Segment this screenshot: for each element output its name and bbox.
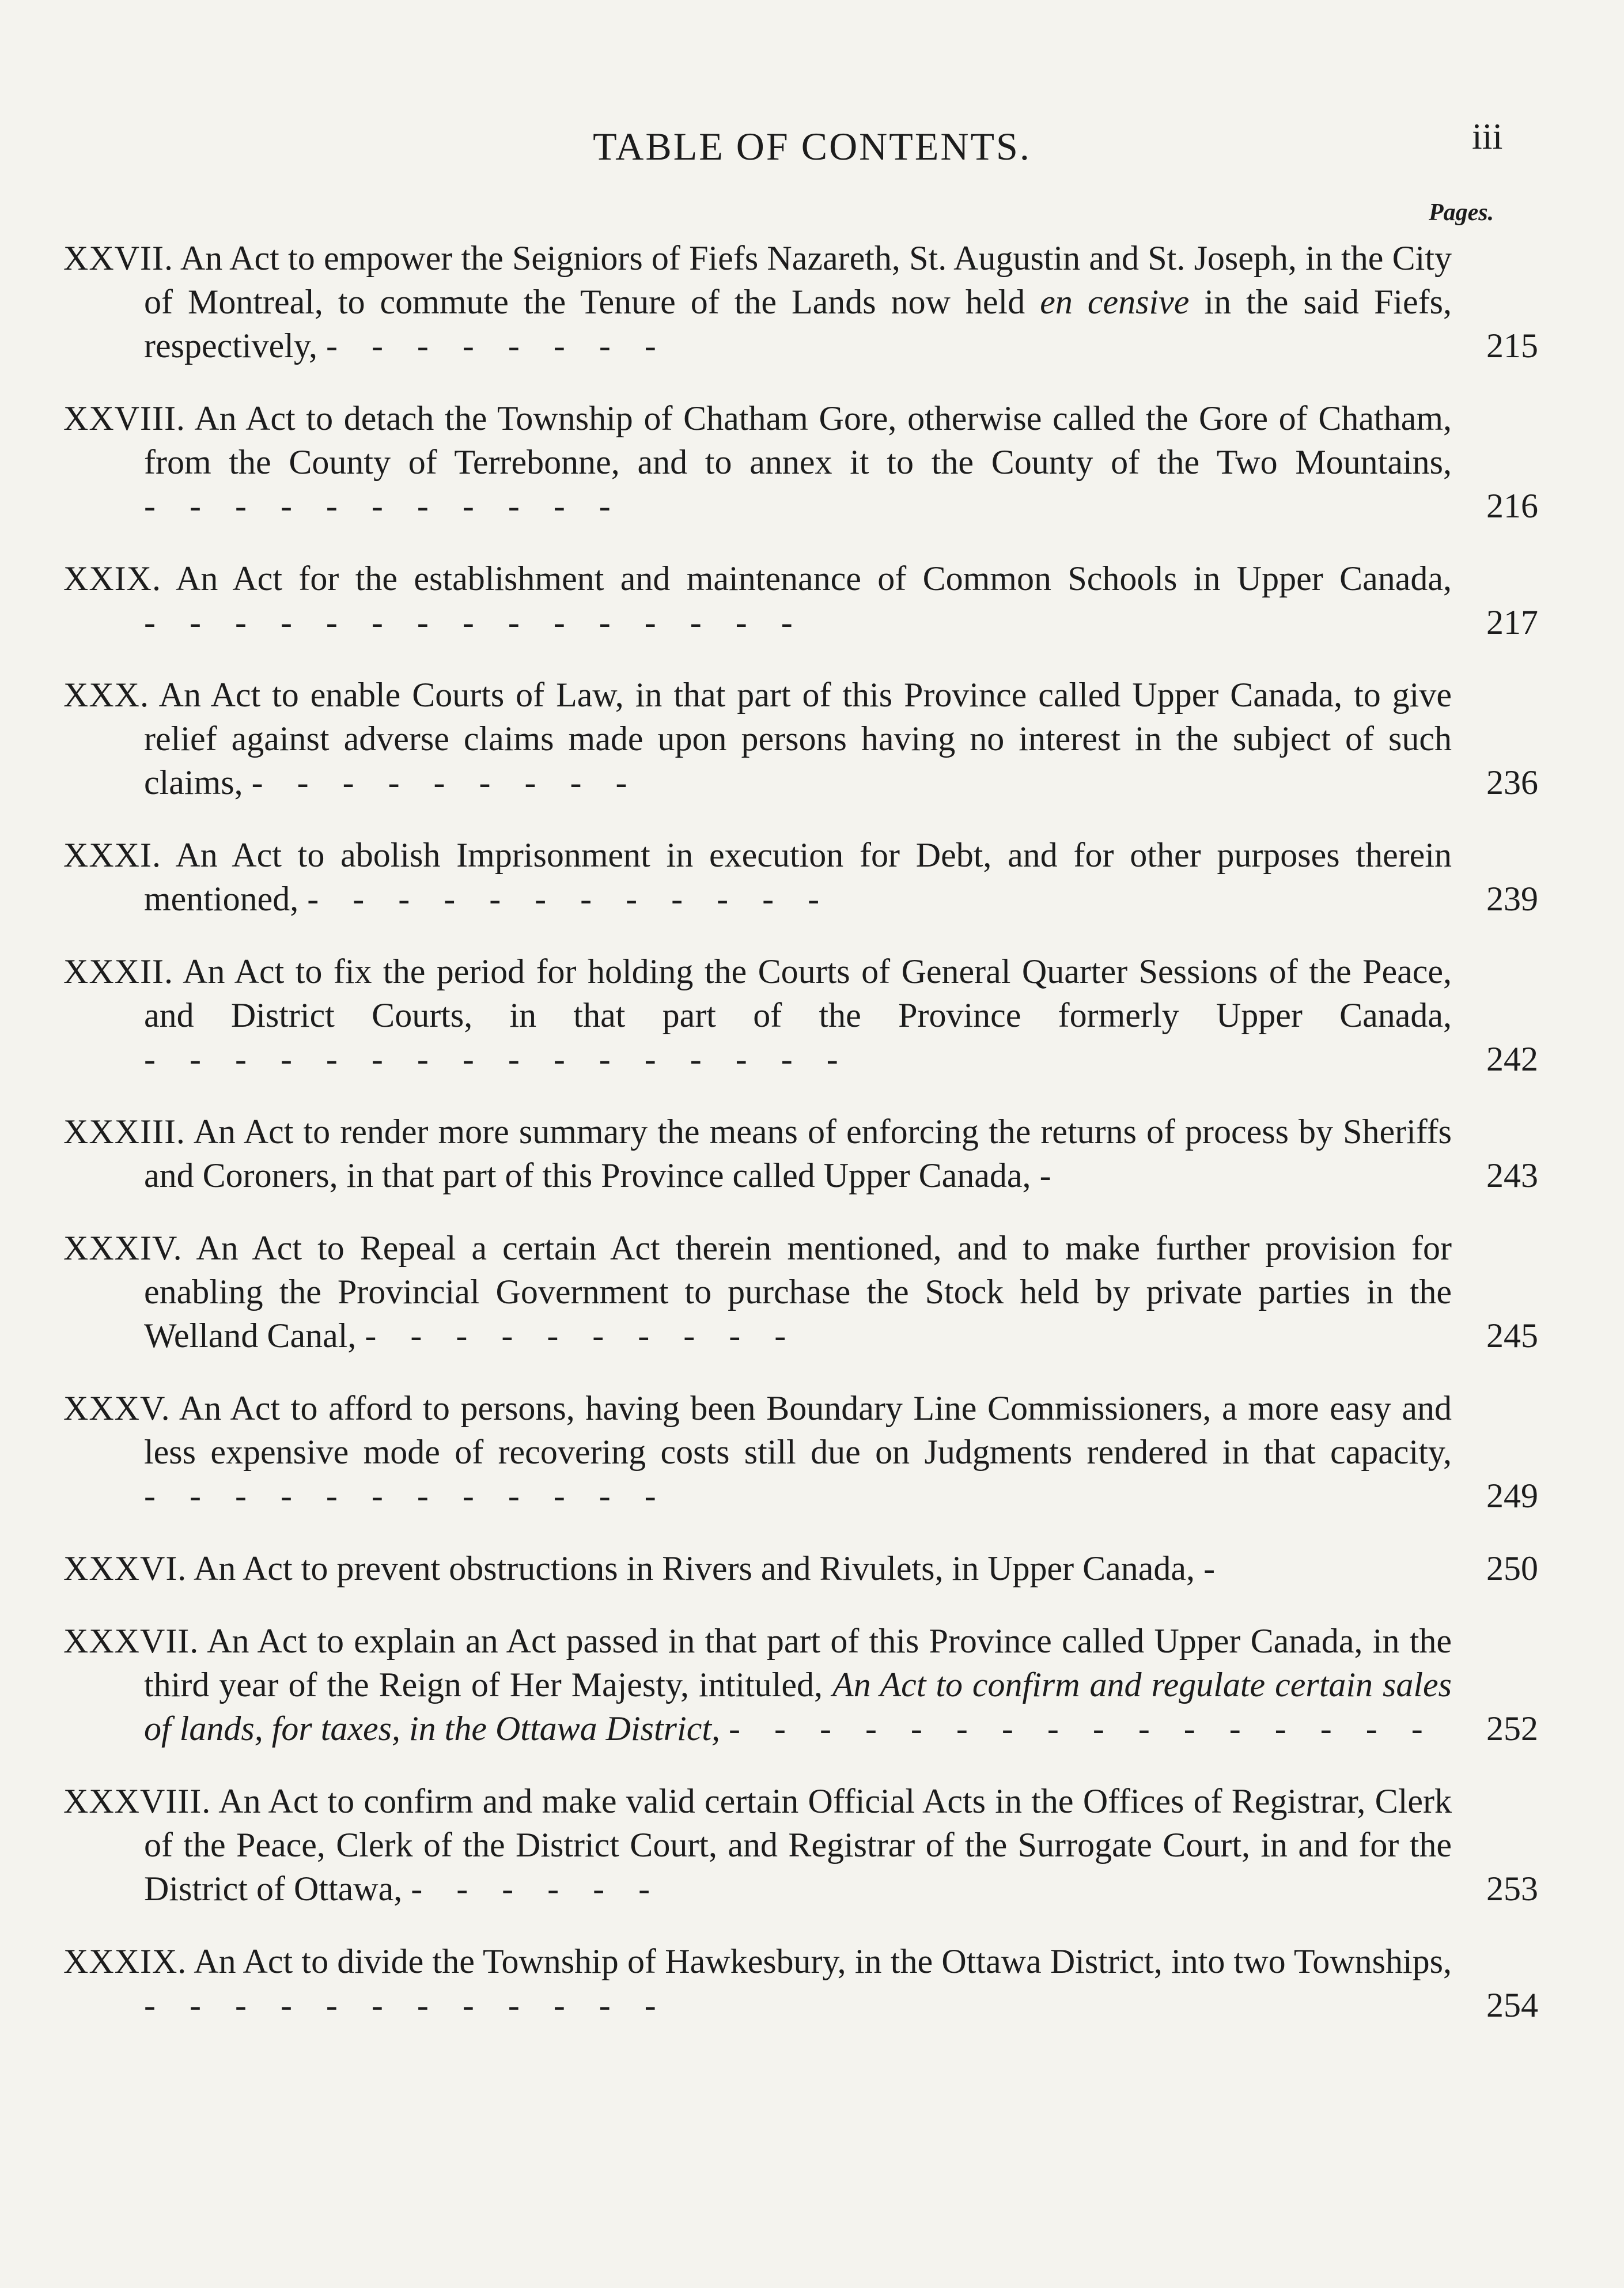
page-reference: 253	[1486, 1870, 1538, 1908]
leader-dashes: - - - - - - - -	[325, 327, 669, 365]
act-number: XXVII.	[63, 239, 173, 277]
contents-entry	[63, 950, 1538, 1081]
leader-dashes: - - - - - - - - - - - -	[307, 880, 832, 918]
act-number: XXXVII.	[63, 1622, 199, 1660]
contents-entry	[63, 1386, 1538, 1518]
act-title: An Act to fix the period for holding the Courts of General Quarter Sessions of the Peace, and District Courts, in that part of the Province formerly Upper Canada,	[144, 952, 1452, 1034]
contents-entry	[63, 1546, 1538, 1590]
contents-entry	[63, 1779, 1538, 1911]
act-number: XXX.	[63, 676, 149, 714]
page-title: TABLE OF CONTENTS.	[593, 124, 1031, 168]
leader-dashes: - - - - - - - - -	[251, 763, 640, 801]
act-title: An Act to render more summary the means of enforcing the returns of process by Sheriffs and Coroners, in that part of this Province called Upper Canada,	[144, 1113, 1452, 1194]
act-title: An Act to confirm and make valid certain Official Acts in the Offices of Registrar, Clerk of the Peace, Clerk of the District Court, and Registrar of the Surrogate Court, in and for the District of Ottawa,	[144, 1782, 1452, 1908]
act-number: XXXVIII.	[63, 1782, 211, 1820]
page-reference: 217	[1486, 603, 1538, 641]
contents-entry	[63, 236, 1538, 368]
page-reference: 245	[1486, 1317, 1538, 1355]
contents-entry	[63, 1939, 1538, 2027]
act-number: XXXVI.	[63, 1549, 187, 1587]
leader-dashes: -	[1039, 1156, 1064, 1194]
contents-entry	[63, 1619, 1538, 1750]
page-reference: 250	[1486, 1549, 1538, 1587]
leader-dashes: - - - - - - - - - - -	[144, 487, 623, 525]
act-title: An Act to divide the Township of Hawkesbury, in the Ottawa District, into two Townships,	[194, 1942, 1452, 1980]
act-title: An Act to explain an Act passed in that part of this Province called Upper Canada, in the third year of the Reign of Her Majesty, intituled,	[144, 1622, 1452, 1704]
act-title: An Act to Repeal a certain Act therein mentioned, and to make further provision for enabling the Provincial Government to purchase the Stock held by private parties in the Welland Canal,	[144, 1229, 1452, 1355]
act-number: XXXII.	[63, 952, 173, 990]
act-title: An Act to abolish Imprisonment in execution for Debt, and for other purposes therein mentioned,	[144, 836, 1452, 918]
leader-dashes: -	[1203, 1549, 1228, 1587]
act-title: An Act for the establishment and maintenance of Common Schools in Upper Canada,	[176, 559, 1452, 597]
contents-entry	[63, 1110, 1538, 1197]
page-reference: 243	[1486, 1156, 1538, 1194]
act-title: An Act to detach the Township of Chatham Gore, otherwise called the Gore of Chatham, from the County of Terrebonne, and to annex it to the County of the Two Mountains,	[144, 399, 1452, 481]
act-title: An Act to empower the Seigniors of Fiefs Nazareth, St. Augustin and St. Joseph, in the City of Montreal, to commute the Tenure of the Lands now held	[144, 239, 1452, 321]
act-title-italic: An Act to confirm and regulate certain sales of lands, for taxes, in the Ottawa District,	[144, 1666, 1452, 1748]
page-reference: 252	[1486, 1710, 1538, 1748]
leader-dashes: - - - - - - - - - - - -	[144, 1477, 669, 1515]
page-reference: 242	[1486, 1040, 1538, 1078]
act-title: An Act to enable Courts of Law, in that part of this Province called Upper Canada, to give relief against adverse claims made upon persons having no interest in the subject of such claims,	[144, 676, 1452, 801]
page-reference: 239	[1486, 880, 1538, 918]
leader-dashes: - - - - - -	[411, 1870, 663, 1908]
act-number: XXXIII.	[63, 1113, 186, 1151]
contents-entry	[63, 557, 1538, 644]
pages-column-label: Pages.	[1429, 199, 1494, 226]
contents-entry	[63, 833, 1538, 921]
page-number: iii	[1472, 116, 1503, 157]
act-title: An Act to afford to persons, having been Boundary Line Commissioners, a more easy and less expensive mode of recovering costs still due on Judgments rendered in that capacity,	[144, 1389, 1452, 1471]
act-title: An Act to prevent obstructions in Rivers and Rivulets, in Upper Canada,	[194, 1549, 1195, 1587]
contents-list	[63, 236, 1538, 2056]
act-number: XXXI.	[63, 836, 161, 874]
page-reference: 216	[1486, 487, 1538, 525]
leader-dashes: - - - - - - - - - - - - - - - -	[144, 1040, 851, 1078]
page-reference: 254	[1486, 1986, 1538, 2024]
contents-entry	[63, 396, 1538, 528]
page-reference: 236	[1486, 763, 1538, 801]
act-number: XXXIV.	[63, 1229, 183, 1267]
act-title-continued: in the said Fiefs, respectively,	[144, 283, 1452, 365]
act-number: XXVIII.	[63, 399, 186, 437]
page-reference: 249	[1486, 1477, 1538, 1515]
act-title-italic: en censive	[1040, 283, 1190, 321]
leader-dashes: - - - - - - - - - - - - - - - -	[729, 1710, 1436, 1748]
act-number: XXIX.	[63, 559, 161, 597]
leader-dashes: - - - - - - - - - - - -	[144, 1986, 669, 2024]
contents-entry	[63, 1226, 1538, 1357]
contents-entry	[63, 673, 1538, 804]
page-reference: 215	[1486, 327, 1538, 365]
leader-dashes: - - - - - - - - - - - - - - -	[144, 603, 805, 641]
leader-dashes: - - - - - - - - - -	[365, 1317, 799, 1355]
act-number: XXXIX.	[63, 1942, 187, 1980]
act-number: XXXV.	[63, 1389, 171, 1427]
